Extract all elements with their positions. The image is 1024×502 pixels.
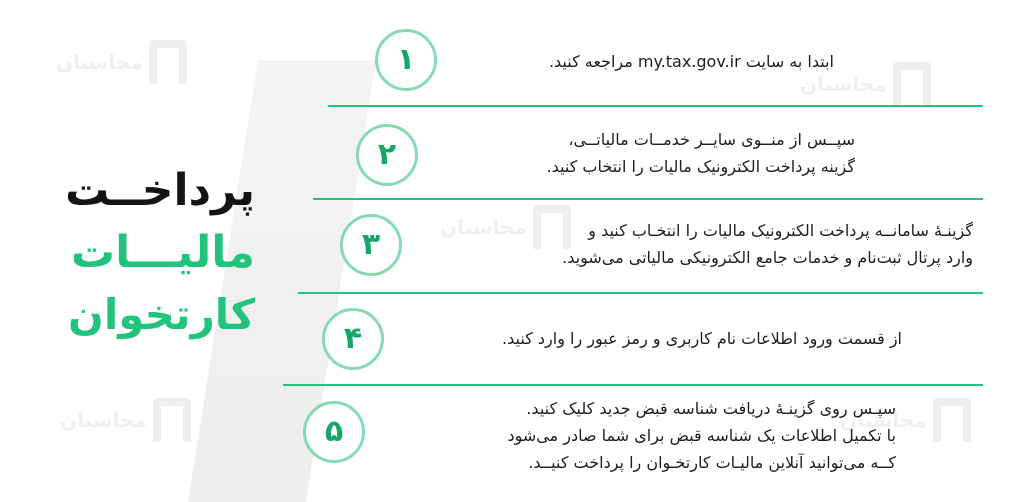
brand-mark-icon [933,398,971,442]
title-line-1: پرداخــت [65,165,255,216]
step-line: با تکمیل اطلاعات یک شناسه قبض برای شما صادر می‌شود [507,426,896,445]
page-title [40,160,255,346]
step-divider [328,105,983,107]
watermark-text: محاسبان [840,408,927,432]
step-line: ابتدا به سایت my.tax.gov.ir مراجعه کنید. [548,52,834,71]
step-4-text [502,325,902,352]
step-divider [298,292,983,294]
title-line-2: مالیـــات [70,227,255,278]
step-2-text [547,126,855,180]
step-1-text [549,48,834,75]
watermark-logo [440,205,571,249]
title-line-3: کارتخوان [68,290,255,339]
step-3-text [562,217,973,271]
step-number: ۲ [377,137,397,172]
step-number-badge [303,401,365,463]
step-number: ۳ [361,227,381,262]
step-line: کــه می‌توانید آنلاین مالیـات کارتخـوان را پرداخت کنیــد. [528,453,896,472]
step-number-badge [322,308,384,370]
step-line: سپــس از منــوی سایــر خدمــات مالیاتــی، [568,130,855,149]
step-number-badge [356,124,418,186]
watermark-text: محاسبان [800,72,887,96]
step-line: گزینه پرداخت الکترونیک مالیات را انتخاب کنید. [546,157,855,176]
step-number-badge [340,214,402,276]
watermark-logo [56,40,187,84]
brand-mark-icon [153,398,191,442]
brand-mark-icon [893,62,931,106]
step-line: گزینـۀ سامانــه پرداخت الکترونیک مالیات را انتخـاب کنید و [588,221,973,240]
step-line: وارد پرتال ثبت‌نام و خدمات جامع الکترونیکی مالیاتی می‌شوید. [562,248,973,267]
step-line: از قسمت ورود اطلاعات نام کاربری و رمز عبور را وارد کنید. [502,329,902,348]
step-number: ۴ [343,321,363,356]
step-number: ۵ [324,414,344,449]
step-divider [283,384,983,386]
watermark-logo [60,398,191,442]
step-line: سپـس روی گزینـۀ دریافت شناسه قبض جدید کلیک کنید. [526,399,896,418]
watermark-text: محاسبان [60,408,147,432]
brand-mark-icon [149,40,187,84]
step-number: ۱ [396,42,416,77]
step-divider [313,198,983,200]
watermark-text: محاسبان [440,215,527,239]
step-5-text [507,395,896,476]
watermark-text: محاسبان [56,50,143,74]
step-number-badge [375,29,437,91]
